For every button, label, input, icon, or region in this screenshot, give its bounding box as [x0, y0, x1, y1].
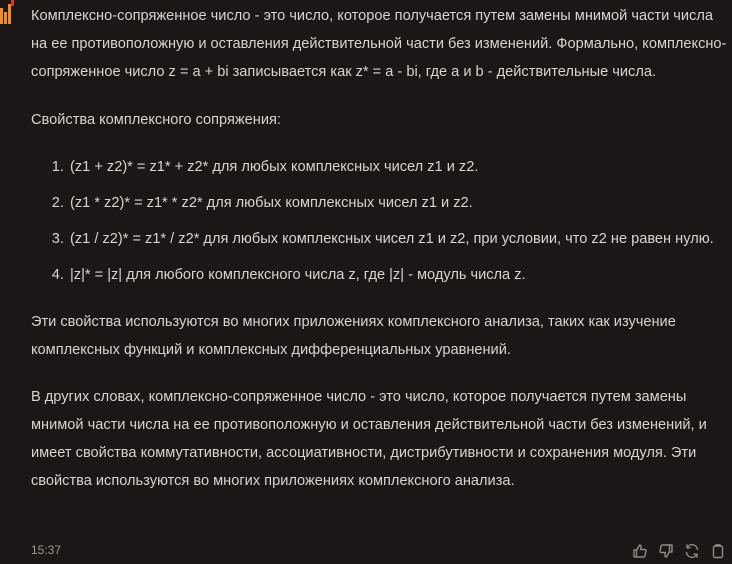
thumbs-up-icon[interactable] [632, 543, 648, 559]
copy-icon[interactable] [710, 543, 726, 559]
thumbs-down-icon[interactable] [658, 543, 674, 559]
list-item: 3. (z1 / z2)* = z1* / z2* для любых комплексных чисел z1 и z2, при условии, что z2 не равен нулю. [68, 225, 731, 253]
message-actions [632, 543, 726, 559]
message-intro: Комплексно-сопряженное число - это число, которое получается путем замены мнимой части числа на ее противоположную и оставления действительной части без изменений. Формально, комплексно-сопряженное число z = a + bi записывается как z* = a - bi, где a и b - действительные числа. [31, 8, 727, 80]
properties-heading: Свойства комплексного сопряжения: [31, 112, 281, 128]
assistant-message [31, 2, 731, 495]
list-item: 1. (z1 + z2)* = z1* + z2* для любых комплексных чисел z1 и z2. [68, 153, 731, 181]
bot-avatar-icon [0, 0, 14, 24]
list-item: 2. (z1 * z2)* = z1* * z2* для любых комплексных чисел z1 и z2. [68, 189, 731, 217]
list-item: 4. |z|* = |z| для любого комплексного числа z, где |z| - модуль числа z. [68, 261, 731, 289]
refresh-icon[interactable] [684, 543, 700, 559]
message-timestamp: 15:37 [31, 543, 62, 557]
message-applications: Эти свойства используются во многих приложениях комплексного анализа, таких как изучение комплексных функций и комплексных дифференциальных уравнений. [31, 314, 676, 358]
message-summary: В других словах, комплексно-сопряженное число - это число, которое получается путем замены мнимой части числа на ее противоположную и оставления действительной части без изменений, и имеет свойства коммутативности, ассоциативности, дистрибутивности и сохранения модуля. Эти свойства используются во многих приложениях комплексного анализа. [31, 389, 707, 489]
properties-list [31, 153, 731, 289]
